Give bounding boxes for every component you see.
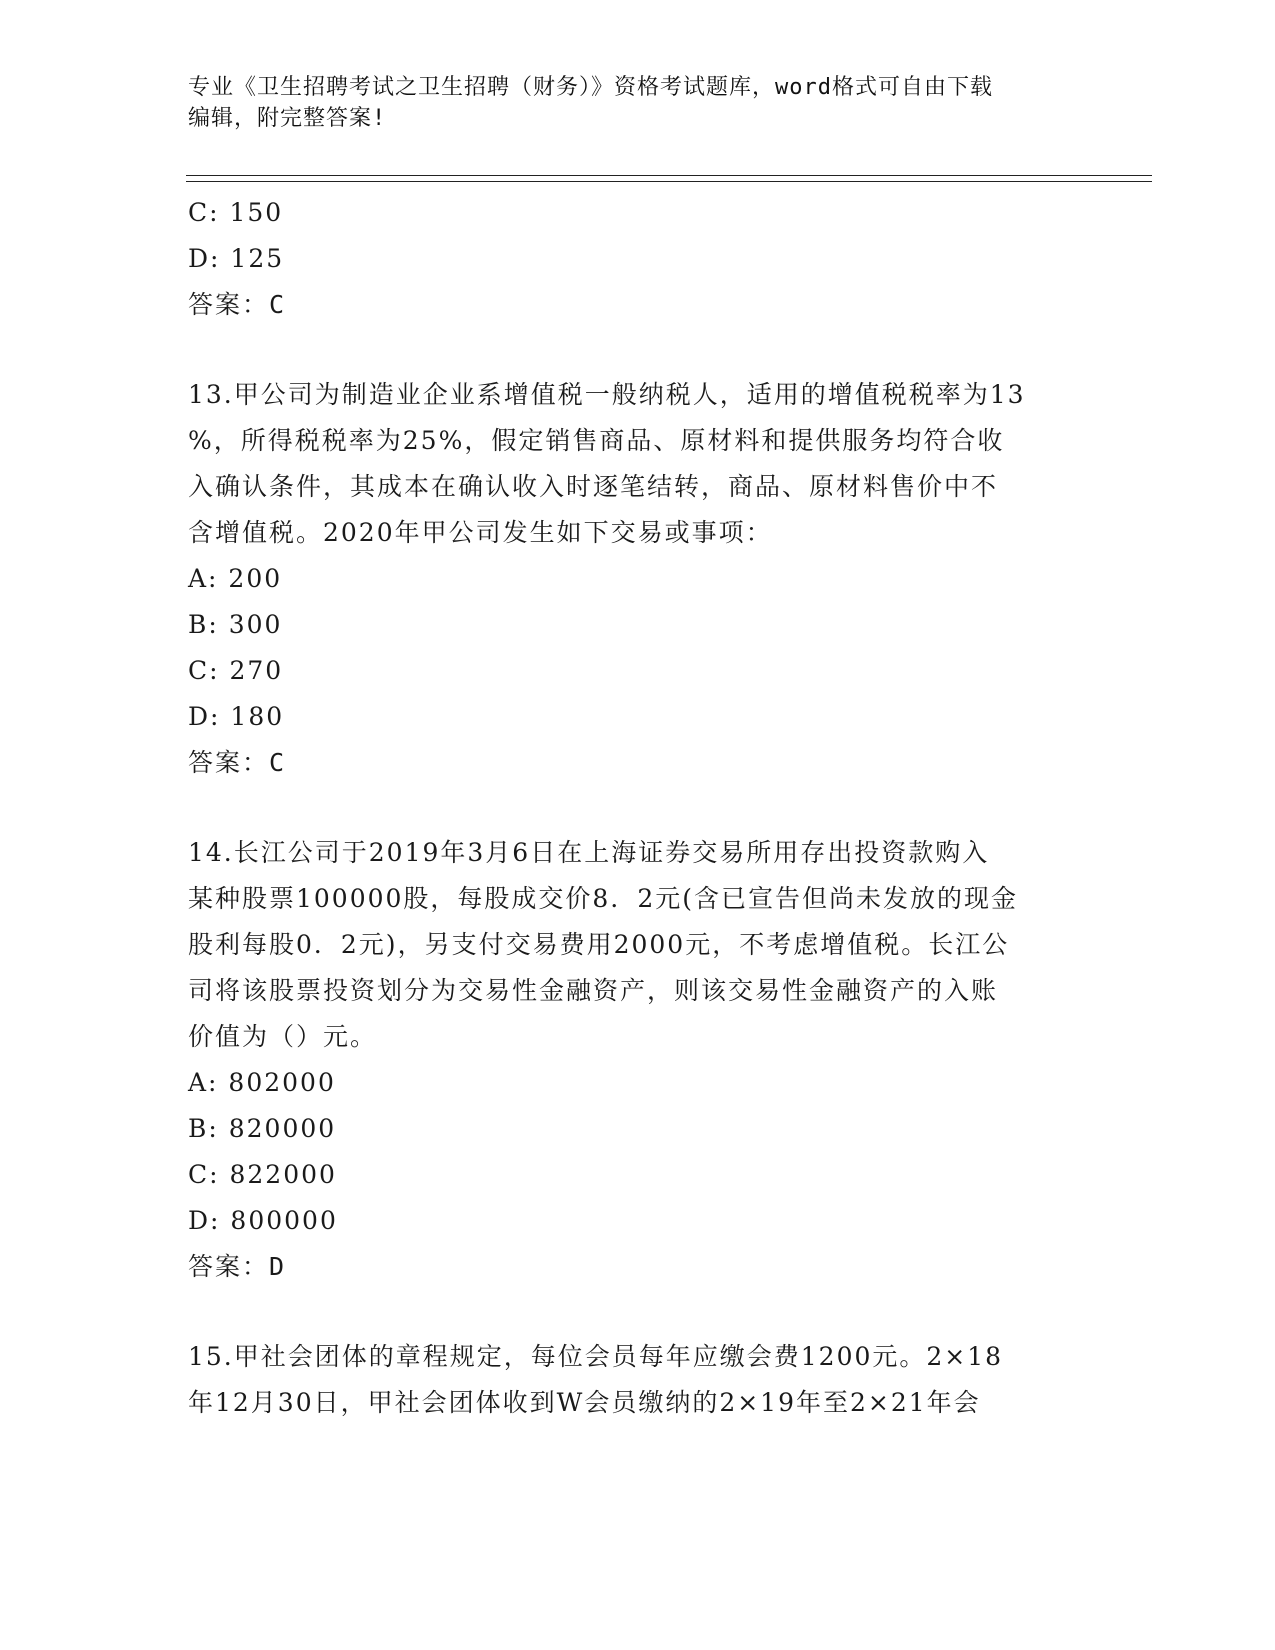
question-text-line: 13.甲公司为制造业企业系增值税一般纳税人，适用的增值税税率为13 [188, 380, 1026, 409]
answer: 答案：C [188, 748, 287, 777]
question-text-line: 年12月30日，甲社会团体收到W会员缴纳的2×19年至2×21年会 [188, 1388, 981, 1417]
question-text-line: 15.甲社会团体的章程规定，每位会员每年应缴会费1200元。2×18 [188, 1342, 1004, 1371]
header-divider-bottom [186, 181, 1152, 182]
question-13 [188, 372, 1088, 786]
prev-question [188, 190, 1088, 328]
question-text-line: 14.长江公司于2019年3月6日在上海证券交易所用存出投资款购入 [188, 838, 990, 867]
question-text-line: %，所得税税率为25%，假定销售商品、原材料和提供服务均符合收 [188, 426, 1005, 455]
option-d: D: 125 [188, 244, 285, 273]
option-c: C: 150 [188, 198, 284, 227]
question-text-line: 司将该股票投资划分为交易性金融资产，则该交易性金融资产的入账 [188, 976, 999, 1005]
answer: 答案：C [188, 290, 287, 319]
question-text-line: 入确认条件，其成本在确认收入时逐笔结转，商品、原材料售价中不 [188, 472, 999, 501]
answer: 答案：D [188, 1252, 287, 1281]
option-a: A: 200 [188, 564, 283, 593]
question-14 [188, 830, 1088, 1290]
option-c: C: 270 [188, 656, 284, 685]
option-d: D: 180 [188, 702, 285, 731]
option-b: B: 820000 [188, 1114, 337, 1143]
option-a: A: 802000 [188, 1068, 336, 1097]
question-text-line: 某种股票100000股，每股成交价8．2元(含已宣告但尚未发放的现金 [188, 884, 1019, 913]
document-header [188, 72, 1088, 134]
question-text-line: 价值为（）元。 [188, 1022, 378, 1051]
question-body [188, 190, 1088, 1426]
header-line-2: 编辑，附完整答案! [188, 106, 387, 131]
question-text-line: 股利每股0．2元)，另支付交易费用2000元，不考虑增值税。长江公 [188, 930, 1010, 959]
option-d: D: 800000 [188, 1206, 338, 1235]
question-15 [188, 1334, 1088, 1426]
question-text-line: 含增值税。2020年甲公司发生如下交易或事项： [188, 518, 773, 547]
header-line-1: 专业《卫生招聘考试之卫生招聘（财务）》资格考试题库，word格式可自由下载 [188, 75, 993, 100]
option-b: B: 300 [188, 610, 283, 639]
option-c: C: 822000 [188, 1160, 337, 1189]
header-divider-top [186, 175, 1152, 176]
